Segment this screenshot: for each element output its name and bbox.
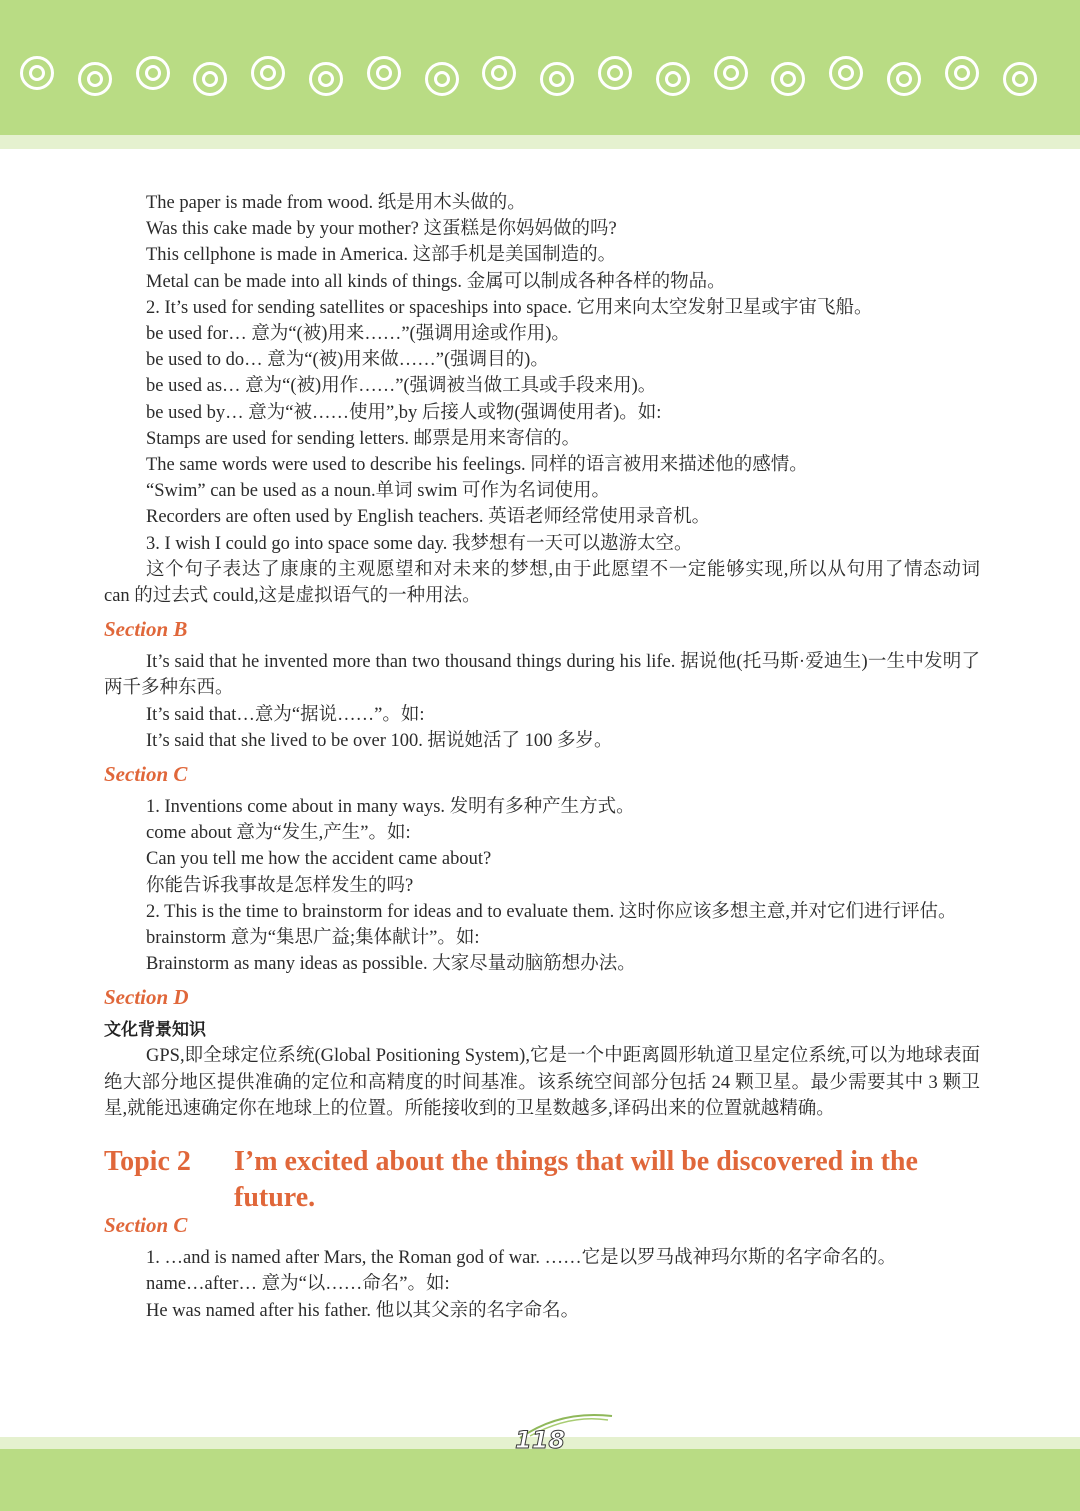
example-line: “Swim” can be used as a noun.单词 swim 可作为名词使用。 — [146, 481, 610, 502]
section-b-paragraph: It’s said that he invented more than two thousand things during his life. 据说他(托马斯·爱迪生)一生中发明了两千多种东西。 — [104, 652, 980, 699]
example-line: The same words were used to describe his feelings. 同样的语言被用来描述他的感情。 — [146, 455, 808, 476]
example-line: be used to do… 意为“(被)用来做……”(强调目的)。 — [146, 350, 549, 371]
topic2-line: He was named after his father. 他以其父亲的名字命名。 — [146, 1300, 580, 1321]
example-line: Stamps are used for sending letters. 邮票是用来寄信的。 — [146, 428, 581, 449]
section-b-line: It’s said that…意为“据说……”。如: — [146, 704, 425, 725]
ring-icon — [887, 62, 921, 96]
section-c-line: Can you tell me how the accident came about? — [146, 849, 492, 870]
topic-label: Topic 2 — [104, 1146, 191, 1178]
ring-icon — [945, 56, 979, 90]
example-line: The paper is made from wood. 纸是用木头做的。 — [146, 193, 526, 213]
topic-heading — [104, 1144, 980, 1214]
ring-icon — [136, 56, 170, 90]
topic2-section-c-heading: Section C — [104, 1213, 188, 1238]
topic2-line: name…after… 意为“以……命名”。如: — [146, 1274, 450, 1295]
topic2-line: 1. …and is named after Mars, the Roman god of war. ……它是以罗马战神玛尔斯的名字命名的。 — [146, 1248, 897, 1269]
example-line: 2. It’s used for sending satellites or spaceships into space. 它用来向太空发射卫星或宇宙飞船。 — [146, 297, 873, 318]
page-content — [104, 190, 980, 1324]
header-stripe — [0, 135, 1080, 149]
ring-icon — [598, 56, 632, 90]
section-b-heading: Section B — [104, 617, 188, 642]
section-c-line: 1. Inventions come about in many ways. 发明有多种产生方式。 — [146, 797, 635, 818]
grammar-note-paragraph: 这个句子表达了康康的主观愿望和对未来的梦想,由于此愿望不一定能够实现,所以从句用了情态动词 can 的过去式 could,这是虚拟语气的一种用法。 — [104, 559, 980, 607]
section-d-heading: Section D — [104, 985, 189, 1010]
example-line: Recorders are often used by English teachers. 英语老师经常使用录音机。 — [146, 507, 711, 528]
example-line: 3. I wish I could go into space some day. 我梦想有一天可以遨游太空。 — [146, 533, 693, 554]
section-b-line: It’s said that she lived to be over 100. 据说她活了 100 多岁。 — [146, 730, 613, 751]
example-line: Was this cake made by your mother? 这蛋糕是你妈妈做的吗? — [146, 219, 617, 240]
example-line: be used as… 意为“(被)用作……”(强调被当做工具或手段来用)。 — [146, 376, 657, 397]
ring-icon — [714, 56, 748, 90]
ring-icon — [251, 56, 285, 90]
ring-icon — [20, 56, 54, 90]
section-c-line: 你能告诉我事故是怎样发生的吗? — [146, 875, 414, 896]
ring-icon — [309, 62, 343, 96]
ring-icon — [656, 62, 690, 96]
section-c-heading: Section C — [104, 762, 188, 787]
example-line: Metal can be made into all kinds of things. 金属可以制成各种各样的物品。 — [146, 271, 726, 292]
section-c-line: come about 意为“发生,产生”。如: — [146, 823, 411, 844]
ring-icon — [1003, 62, 1037, 96]
page-number: 118 — [514, 1426, 566, 1454]
ring-icon — [540, 62, 574, 96]
section-c-line: brainstorm 意为“集思广益;集体献计”。如: — [146, 928, 480, 949]
ring-icon — [425, 62, 459, 96]
section-c-line: Brainstorm as many ideas as possible. 大家尽量动脑筋想办法。 — [146, 954, 636, 975]
ring-icon — [78, 62, 112, 96]
example-line: This cellphone is made in America. 这部手机是美国制造的。 — [146, 245, 617, 266]
gps-paragraph: GPS,即全球定位系统(Global Positioning System),它是一个中距离圆形轨道卫星定位系统,可以为地球表面绝大部分地区提供准确的定位和高精度的时间基准。该系统空间部分包括 24 颗卫星。最少需要其中 3 颗卫星,就能迅速确定你在地球上的位置。所能接收到的卫星数越多,译码出来的位置就越精确。 — [104, 1046, 980, 1119]
example-lines-block — [104, 190, 980, 557]
topic-title: I’m excited about the things that will be discovered in the future. — [234, 1146, 918, 1214]
example-line: be used by… 意为“被……使用”,by 后接人或物(强调使用者)。如: — [146, 402, 662, 423]
example-line: be used for… 意为“(被)用来……”(强调用途或作用)。 — [146, 324, 570, 345]
ring-icon — [829, 56, 863, 90]
ring-icon — [367, 56, 401, 90]
section-c-paragraph: 2. This is the time to brainstorm for ideas and to evaluate them. 这时你应该多想主意,并对它们进行评估。 — [146, 901, 957, 922]
culture-background-subheading: 文化背景知识 — [104, 1020, 206, 1041]
